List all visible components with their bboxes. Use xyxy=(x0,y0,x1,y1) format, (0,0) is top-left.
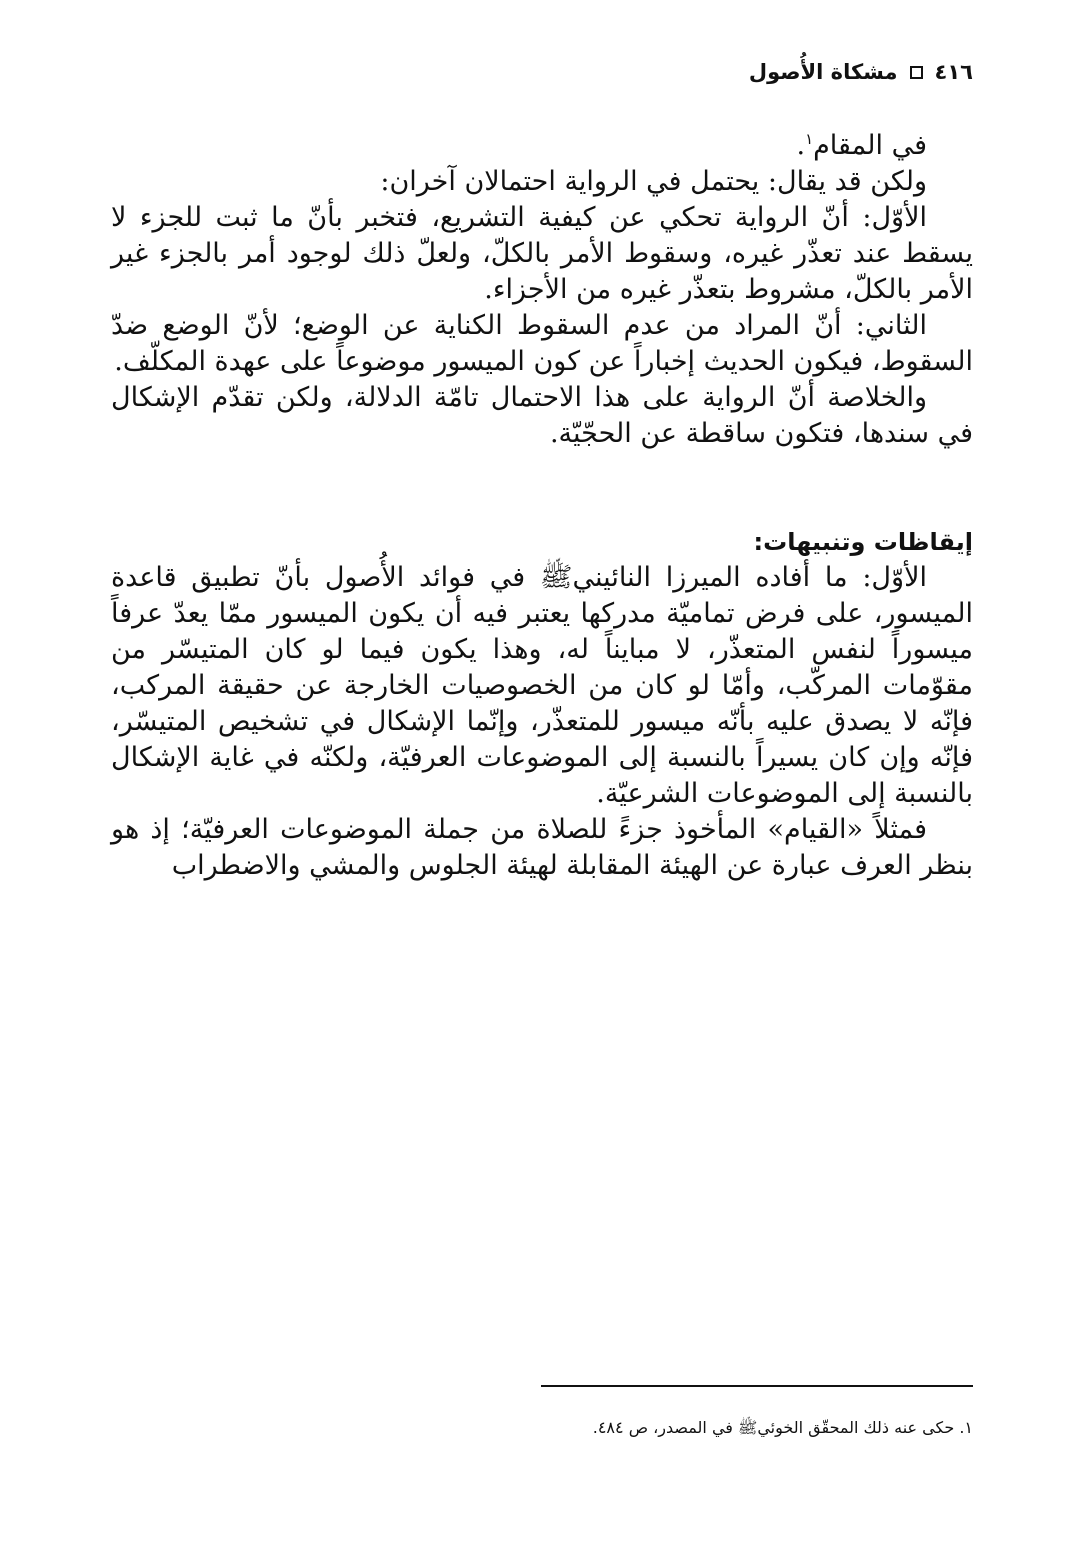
separator-square-icon xyxy=(910,66,923,79)
paragraph: فمثلاً «القيام» المأخوذ جزءً للصلاة من جملة الموضوعات العرفيّة؛ إذ هو بنظر العرف عبارة عن الهيئة المقابلة لهيئة الجلوس والمشي والاضطراب xyxy=(111,813,973,881)
paragraph: الأوّل: ما أفاده الميرزا النائينيﷺ في فوائد الأُصول بأنّ تطبيق قاعدة الميسور، على فرض تماميّة مدركها يعتبر فيه أن يكون الميسور ممّا يعدّ عرفاً ميسوراً لنفس المتعذّر، لا مبايناً له، وهذا يكون فيما لو كان المتيسّر من مقوّمات المركّب، وأمّا لو كان من الخصوصيات الخارجة عن حقيقة المركب، فإنّه لا يصدق عليه بأنّه ميسور للمتعذّر، وإنّما الإشكال في تشخيص المتيسّر، فإنّه وإن كان يسيراً بالنسبة إلى الموضوعات العرفيّة، ولكنّه في غاية الإشكال بالنسبة إلى الموضوعات الشرعيّة. xyxy=(111,561,973,809)
footnote: ١. حكى عنه ذلك المحقّق الخوئيﷺ في المصدر، ص ٤٨٤. xyxy=(592,1418,973,1437)
paragraph: والخلاصة أنّ الرواية على هذا الاحتمال تامّة الدلالة، ولكن تقدّم الإشكال في سندها، فتكون ساقطة عن الحجّيّة. xyxy=(111,381,973,449)
book-title: مشكاة الأُصول xyxy=(748,60,898,84)
paragraph: الثاني: أنّ المراد من عدم السقوط الكناية عن الوضع؛ لأنّ الوضع ضدّ السقوط، فيكون الحديث إخباراً عن كون الميسور موضوعاً على عهدة المكلّف. xyxy=(111,309,973,377)
page-header xyxy=(112,52,973,92)
footnote-marker[interactable]: ١ xyxy=(805,130,814,148)
page-number: ٤١٦ xyxy=(934,60,973,84)
section-heading: إيقاظات وتنبيهات: xyxy=(753,527,973,556)
section-spacer xyxy=(111,452,973,524)
paragraph: في المقام$^١$. xyxy=(796,130,927,161)
main-text xyxy=(111,128,973,884)
paragraph: ولكن قد يقال: يحتمل في الرواية احتمالان آخران: xyxy=(380,165,927,197)
footnote-divider xyxy=(541,1385,973,1387)
paragraph: الأوّل: أنّ الرواية تحكي عن كيفية التشريع، فتخبر بأنّ ما ثبت للجزء لا يسقط عند تعذّر غيره، وسقوط الأمر بالكلّ، ولعلّ ذلك لوجود أمر بالجزء غير الأمر بالكلّ، مشروط بتعذّر غيره من الأجزاء. xyxy=(111,201,973,305)
